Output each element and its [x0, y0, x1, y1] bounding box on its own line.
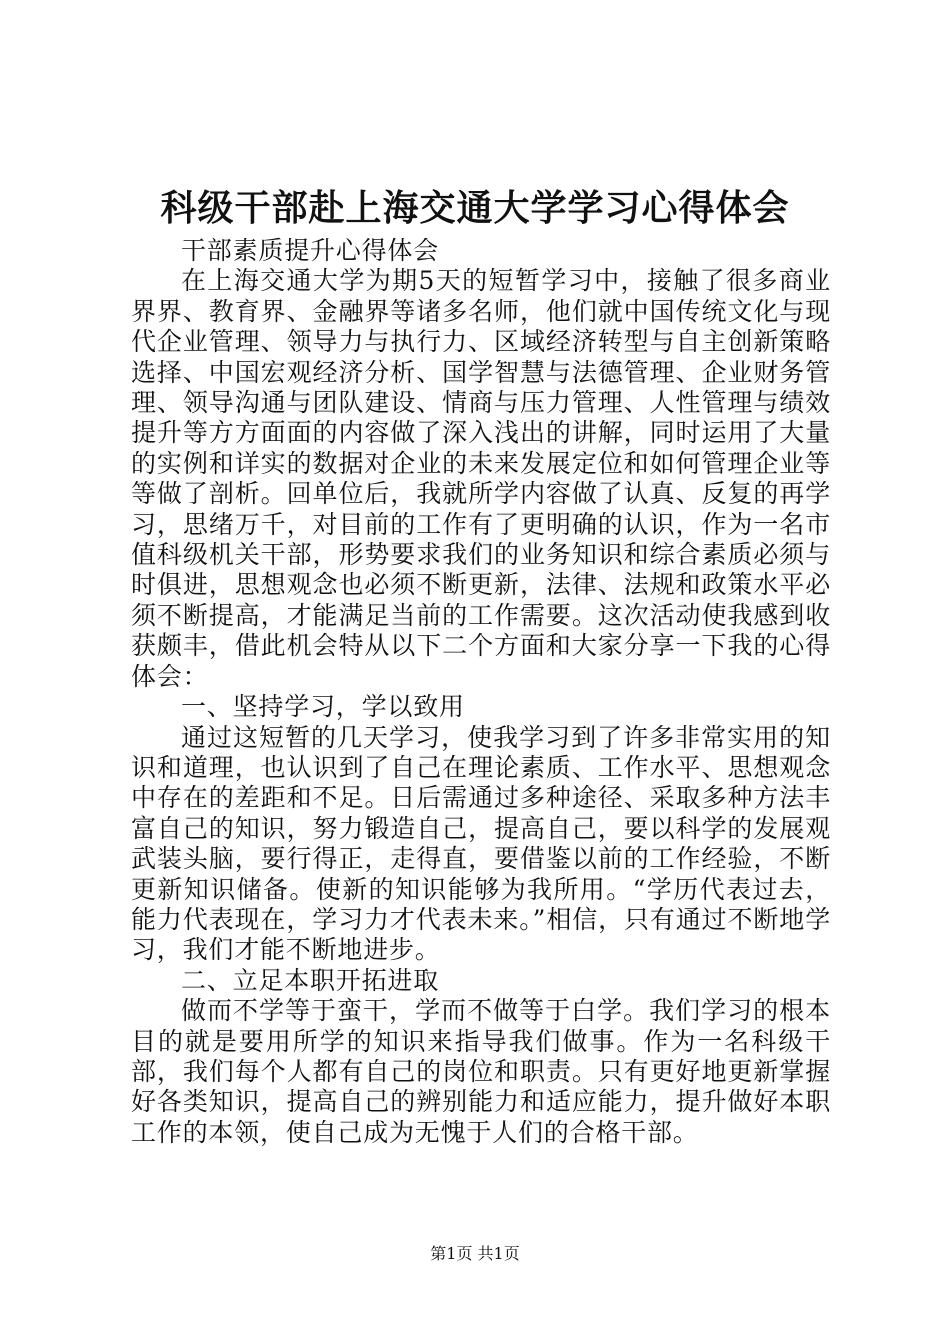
section-paragraph-1: 通过这短暂的几天学习，使我学习到了许多非常实用的知识和道理，也认识到了自己在理论素质、工作水平、思想观念中存在的差距和不足。日后需通过多种途径、采取多种方法丰富自己的知识，努力锻造自己，提高自己，要以科学的发展观武装头脑，要行得正，走得直，要借鉴以前的工作经验，不断更新知识储备。使新的知识能够为我所用。“学历代表过去，能力代表现在，学习力才代表未来。”相信，只有通过不断地学习，我们才能不断地进步。 [131, 722, 831, 965]
document-title: 科级干部赴上海交通大学学习心得体会 [160, 187, 790, 229]
page-number-footer: 第1页 共1页 [430, 1244, 520, 1263]
document-body [131, 236, 831, 1148]
section-heading-2: 二、立足本职开拓进取 [181, 965, 440, 995]
section-paragraph-2: 做而不学等于蛮干，学而不做等于白学。我们学习的根本目的就是要用所学的知识来指导我们做事。作为一名科级干部，我们每个人都有自己的岗位和职责。只有更好地更新掌握好各类知识，提高自己的辨别能力和适应能力，提升做好本职工作的本领，使自己成为无愧于人们的合格干部。 [131, 996, 831, 1147]
subtitle-paragraph: 干部素质提升心得体会 [181, 236, 440, 265]
intro-paragraph: 在上海交通大学为期5天的短暂学习中，接触了很多商业界界、教育界、金融界等诸多名师，他们就中国传统文化与现代企业管理、领导力与执行力、区域经济转型与自主创新策略选择、中国宏观经济分析、国学智慧与法德管理、企业财务管理、领导沟通与团队建设、情商与压力管理、人性管理与绩效提升等方方面面的内容做了深入浅出的讲解，同时运用了大量的实例和详实的数据对企业的未来发展定位和如何管理企业等等做了剖析。回单位后，我就所学内容做了认真、反复的再学习，思绪万千，对目前的工作有了更明确的认识，作为一名市值科级机关干部，形势要求我们的业务知识和综合素质必须与时俱进，思想观念也必须不断更新，法律、法规和政策水平必须不断提高，才能满足当前的工作需要。这次活动使我感到收获颇丰，借此机会特从以下二个方面和大家分享一下我的心得体会： [131, 266, 831, 691]
section-heading-1: 一、坚持学习，学以致用 [181, 692, 465, 722]
